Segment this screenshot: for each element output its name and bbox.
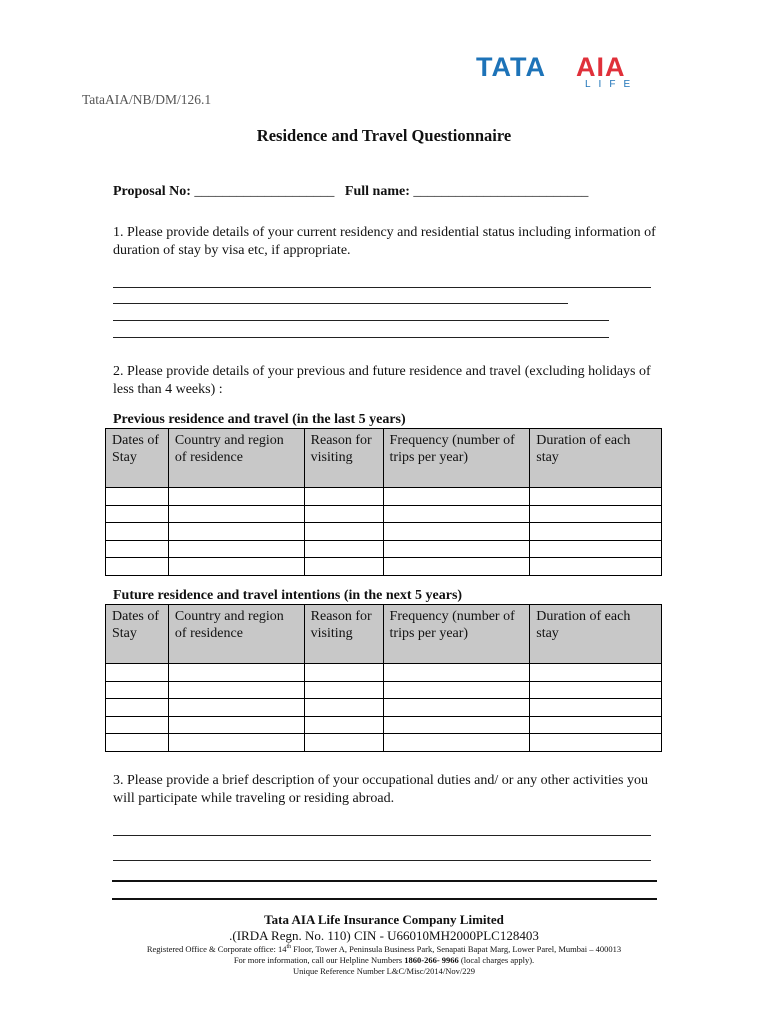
col-dates-of-stay: Dates of Stay [106, 605, 169, 664]
table-cell[interactable] [530, 505, 662, 523]
table-cell[interactable] [383, 523, 530, 541]
table-cell[interactable] [530, 664, 662, 682]
table-header-row [106, 605, 662, 664]
table-row [106, 664, 662, 682]
table-cell[interactable] [530, 734, 662, 752]
table-cell[interactable] [304, 716, 383, 734]
table-cell[interactable] [304, 734, 383, 752]
proposal-no-field[interactable]: ____________________ [194, 184, 335, 199]
table-row [106, 734, 662, 752]
table-cell[interactable] [530, 716, 662, 734]
table-row [106, 540, 662, 558]
col-reason: Reason for visiting [304, 429, 383, 488]
table-cell[interactable] [106, 488, 169, 506]
table-row [106, 716, 662, 734]
table-cell[interactable] [383, 540, 530, 558]
footer-company-name: Tata AIA Life Insurance Company Limited [264, 912, 504, 927]
table-cell[interactable] [168, 523, 304, 541]
footer-divider-top [112, 880, 657, 882]
previous-table-caption: Previous residence and travel (in the last 5 years) [113, 412, 406, 427]
table-cell[interactable] [530, 488, 662, 506]
logo-brand-tata: TATA [476, 52, 546, 82]
q1-answer-line-2[interactable] [113, 303, 568, 304]
table-cell[interactable] [168, 505, 304, 523]
table-cell[interactable] [106, 734, 169, 752]
proposal-row [113, 184, 588, 200]
question-1: 1. Please provide details of your current residency and residential status including information of duration of stay by visa etc, if appropriate. [113, 225, 656, 258]
full-name-field[interactable]: _________________________ [413, 184, 589, 199]
table-header-row [106, 429, 662, 488]
table-cell[interactable] [106, 523, 169, 541]
q1-answer-line-1[interactable] [113, 287, 651, 288]
q1-answer-line-4[interactable] [113, 337, 609, 338]
page-title: Residence and Travel Questionnaire [256, 126, 512, 145]
table-cell[interactable] [383, 699, 530, 717]
proposal-no-label: Proposal No: [113, 184, 191, 199]
table-cell[interactable] [304, 488, 383, 506]
future-table-caption: Future residence and travel intentions (in the next 5 years) [113, 588, 463, 603]
office-text-start: Registered Office & Corporate office: 14 [146, 944, 287, 954]
table-cell[interactable] [168, 716, 304, 734]
q1-answer-line-3[interactable] [113, 320, 609, 321]
col-frequency: Frequency (number of trips per year) [383, 429, 530, 488]
future-residence-table [105, 604, 662, 752]
footer-helpline [0, 955, 768, 965]
footer-registration: .(IRDA Regn. No. 110) CIN - U66010MH2000PLC128403 [229, 928, 539, 943]
question-3: 3. Please provide a brief description of your occupational duties and/ or any other activities you will participate while traveling or residing abroad. [113, 773, 648, 806]
table-cell[interactable] [304, 505, 383, 523]
table-row [106, 488, 662, 506]
table-cell[interactable] [168, 664, 304, 682]
table-cell[interactable] [304, 681, 383, 699]
col-dates-of-stay: Dates of Stay [106, 429, 169, 488]
table-cell[interactable] [383, 488, 530, 506]
table-cell[interactable] [304, 523, 383, 541]
table-cell[interactable] [106, 699, 169, 717]
col-country-region: Country and region of residence [168, 605, 304, 664]
table-cell[interactable] [383, 681, 530, 699]
col-duration: Duration of each stay [530, 429, 662, 488]
table-cell[interactable] [530, 558, 662, 576]
helpline-text-start: For more information, call our Helpline Numbers [233, 955, 405, 965]
table-cell[interactable] [168, 488, 304, 506]
q3-answer-line-2[interactable] [113, 860, 651, 861]
table-cell[interactable] [383, 664, 530, 682]
table-cell[interactable] [106, 681, 169, 699]
table-row [106, 523, 662, 541]
table-cell[interactable] [304, 664, 383, 682]
document-reference: TataAIA/NB/DM/126.1 [82, 92, 212, 107]
logo-brand-aia: AIA [576, 52, 626, 82]
table-row [106, 558, 662, 576]
table-cell[interactable] [304, 558, 383, 576]
col-frequency: Frequency (number of trips per year) [383, 605, 530, 664]
table-cell[interactable] [168, 681, 304, 699]
table-row [106, 681, 662, 699]
table-cell[interactable] [530, 699, 662, 717]
logo-sub-life: LIFE [585, 79, 639, 90]
helpline-text-end: (local charges apply). [458, 955, 535, 965]
table-cell[interactable] [168, 540, 304, 558]
table-row [106, 699, 662, 717]
question-2: 2. Please provide details of your previous and future residence and travel (excluding holidays of less than 4 weeks) : [113, 364, 651, 397]
office-superscript: th [286, 944, 292, 951]
col-duration: Duration of each stay [530, 605, 662, 664]
table-cell[interactable] [106, 664, 169, 682]
table-cell[interactable] [383, 716, 530, 734]
office-text-end: Floor, Tower A, Peninsula Business Park, Senapati Bapat Marg, Lower Parel, Mumbai – 400013 [291, 944, 622, 954]
table-cell[interactable] [383, 734, 530, 752]
helpline-number: 1860-266- 9966 [404, 955, 459, 965]
footer-divider-bottom [112, 898, 657, 900]
table-cell[interactable] [383, 505, 530, 523]
table-cell[interactable] [168, 558, 304, 576]
table-cell[interactable] [168, 734, 304, 752]
col-country-region: Country and region of residence [168, 429, 304, 488]
col-reason: Reason for visiting [304, 605, 383, 664]
table-cell[interactable] [304, 699, 383, 717]
full-name-label: Full name: [344, 184, 410, 199]
table-cell[interactable] [168, 699, 304, 717]
table-row [106, 505, 662, 523]
table-cell[interactable] [106, 558, 169, 576]
previous-residence-table [105, 428, 662, 576]
tata-aia-logo [476, 52, 639, 92]
footer-unique-reference: Unique Reference Number L&C/Misc/2014/Nov/229 [292, 966, 475, 976]
footer-office-address [0, 944, 768, 954]
table-cell[interactable] [106, 505, 169, 523]
table-cell[interactable] [530, 523, 662, 541]
table-cell[interactable] [304, 540, 383, 558]
table-cell[interactable] [383, 558, 530, 576]
table-cell[interactable] [530, 540, 662, 558]
table-cell[interactable] [530, 681, 662, 699]
table-cell[interactable] [106, 716, 169, 734]
q3-answer-line-1[interactable] [113, 835, 651, 836]
table-cell[interactable] [106, 540, 169, 558]
